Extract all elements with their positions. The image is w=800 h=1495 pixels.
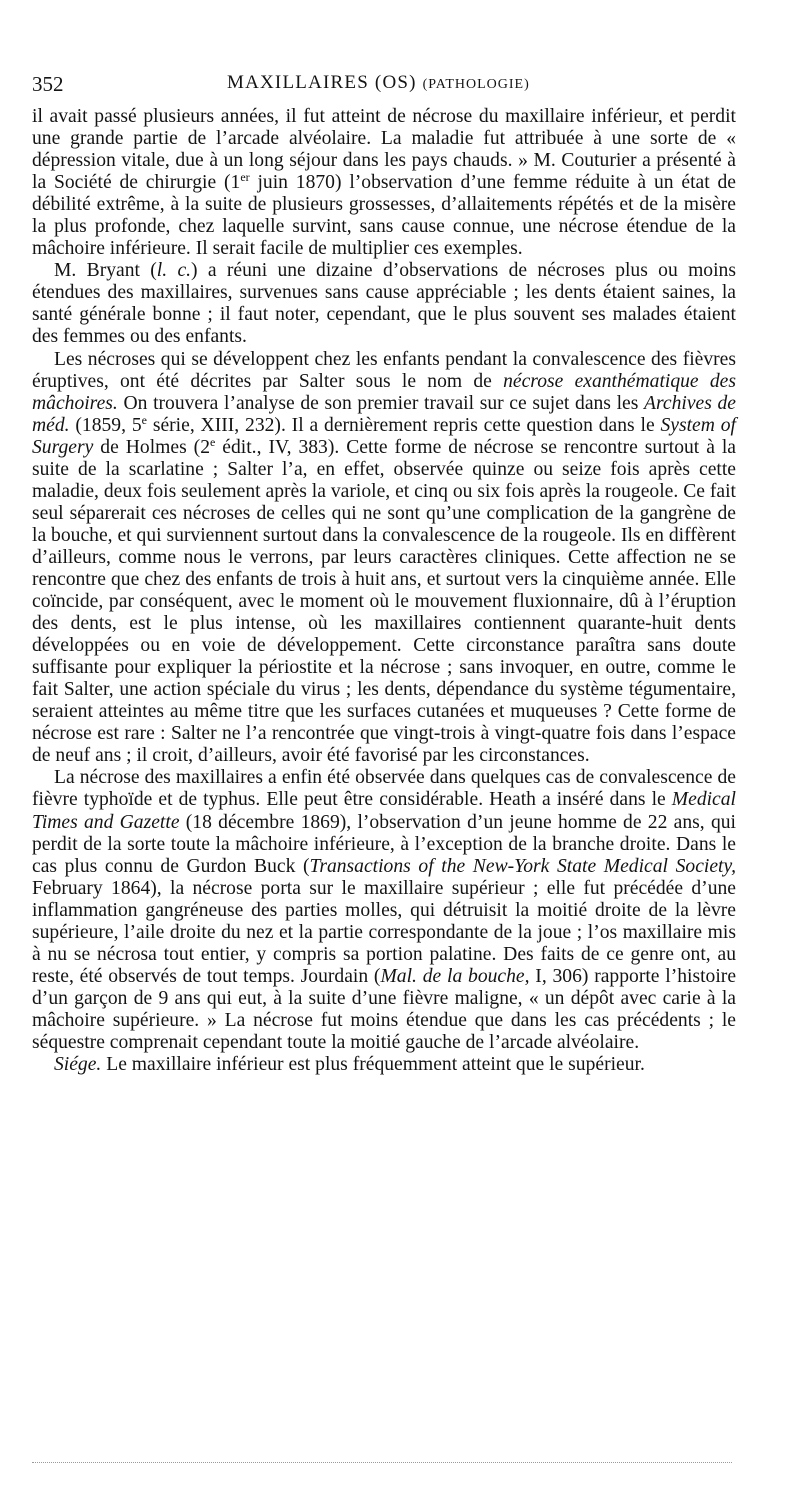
italic-text: Siége. [54, 1054, 102, 1076]
paragraph [32, 1054, 736, 1076]
running-title [227, 72, 530, 94]
text-segment: Les nécroses qui se développent chez les enfants pendant la convalescence des fièvres éruptives, ont été décrites par Salter sous le nom de [32, 348, 736, 392]
text-segment: ) a réuni une dizaine d’observations de nécroses plus ou moins étendues des maxillaires, survenues sans cause appréciable ; les dents étaient saines, la santé générale bonne ; il faut noter, cependant, que le plus souvent ses malades étaient des femmes ou des enfants. [32, 260, 736, 348]
paragraph [32, 260, 736, 348]
italic-text: System of Surgery [32, 414, 736, 458]
text-segment: Le maxillaire inférieur est plus fréquemment atteint que le supérieur. [101, 1054, 645, 1076]
text-segment: de Holmes (2 [93, 436, 210, 458]
text-segment: I, 306) rapporte l’histoire d’un garçon de 9 ans qui eut, à la suite d’une fièvre maligne, « un dépôt avec carie à la mâchoire supérieure. » La nécrose fut moins étendue que dans les cas précédents ; le séquestre comprenait cependant toute la moitié gauche de l’arcade alvéolaire. [32, 965, 737, 1053]
superscript: e [210, 434, 216, 449]
paragraph [32, 106, 736, 260]
text-segment: (18 décembre 1869), l’observation d’un jeune homme de 22 ans, qui perdit de la sorte toute la mâchoire inférieure, à l’exception de la branche droite. Dans le cas plus connu de Gurdon Buck ( [32, 811, 736, 877]
italic-text: l. c. [156, 260, 192, 282]
italic-text: Archives de méd. [32, 392, 736, 436]
paragraph [32, 349, 736, 768]
italic-text: Transactions of the New-York State Medical Society, [309, 855, 736, 877]
paragraph [32, 767, 736, 1054]
running-title-text: MAXILLAIRES (OS) [227, 72, 417, 93]
page-number: 352 [32, 72, 64, 96]
running-subtitle: (PATHOLOGIE) [422, 77, 530, 92]
italic-text: Medical Times and Gazette [32, 789, 736, 833]
text-segment: série, XIII, 232). Il a dernièrement repris cette question dans le [146, 414, 661, 436]
text-segment: (1859, 5 [69, 414, 142, 436]
superscript: er [240, 170, 250, 185]
italic-text: Mal. de la bouche, [380, 965, 530, 987]
running-header [32, 72, 742, 100]
text-segment: juin 1870) l’observation d’une femme réduite à un état de débilité extrême, à la suite de plusieurs grossesses, d’allaitements répétés et de la misère la plus profonde, chez laquelle survint, sans cause connue, une nécrose étendue de la mâchoire inférieure. Il serait facile de multiplier ces exemples. [32, 172, 736, 260]
text-segment: édit., IV, 383). Cette forme de nécrose se rencontre surtout à la suite de la scarlatine ; Salter l’a, en effet, observée quinze ou seize fois après cette maladie, deux fois seulement après la variole, et cinq ou six fois après la rougeole. Ce fait seul séparerait ces nécroses de celles qui ne sont qu’une complication de la gangrène de la bouche, et qui surviennent surtout dans la convalescence de la rougeole. Ils en diffèrent d’ailleurs, comme nous le verrons, par leurs caractères cliniques. Cette affection ne se rencontre que chez des enfants de trois à huit ans, et surtout vers la cinquième année. Elle coïncide, par conséquent, avec le moment où le mouvement fluxionnaire, dû à l’éruption des dents, est le plus intense, où les maxillaires contiennent quarante-huit dents développées ou en voie de développement. Cette circonstance paraîtra sans doute suffisante pour expliquer la périostite et la nécrose ; sans invoquer, en outre, comme le fait Salter, une action spéciale du virus ; les dents, dépendance du système tégumentaire, seraient atteintes au même titre que les surfaces cutanées et muqueuses ? Cette forme de nécrose est rare : Salter ne l’a rencontrée que vingt-trois à vingt-quatre fois dans l’espace de neuf ans ; il croit, d’ailleurs, avoir été favorisé par les circonstances. [32, 436, 737, 767]
text-segment: M. Bryant ( [54, 260, 157, 282]
superscript: e [141, 412, 147, 427]
footer-rule [32, 1462, 732, 1463]
text-segment: La nécrose des maxillaires a enfin été observée dans quelques cas de convalescence de fièvre typhoïde et de typhus. Elle peut être considérable. Heath a inséré dans le [32, 767, 736, 811]
text-segment: February 1864), la nécrose porta sur le maxillaire supérieur ; elle fut précédée d’une inflammation gangréneuse des parties molles, qui détruisit la moitié droite de la lèvre supérieure, l’aile droite du nez et la partie correspondante de la joue ; l’os maxillaire mis à nu se nécrosa tout entier, y compris sa portion palatine. Des faits de ce genre ont, au reste, été observés de tout temps. Jourdain ( [32, 877, 736, 987]
italic-text: nécrose exanthématique des mâchoires. [32, 370, 736, 414]
text-segment: On trouvera l’analyse de son premier travail sur ce sujet dans les [117, 392, 645, 414]
text-segment: il avait passé plusieurs années, il fut atteint de nécrose du maxillaire inférieur, et perdit une grande partie de l’arcade alvéolaire. La maladie fut attribuée à une sorte de « dépression vitale, due à un long séjour dans les pays chauds. » M. Couturier a présenté à la Société de chirurgie (1 [32, 106, 736, 194]
body-text [32, 106, 736, 1076]
